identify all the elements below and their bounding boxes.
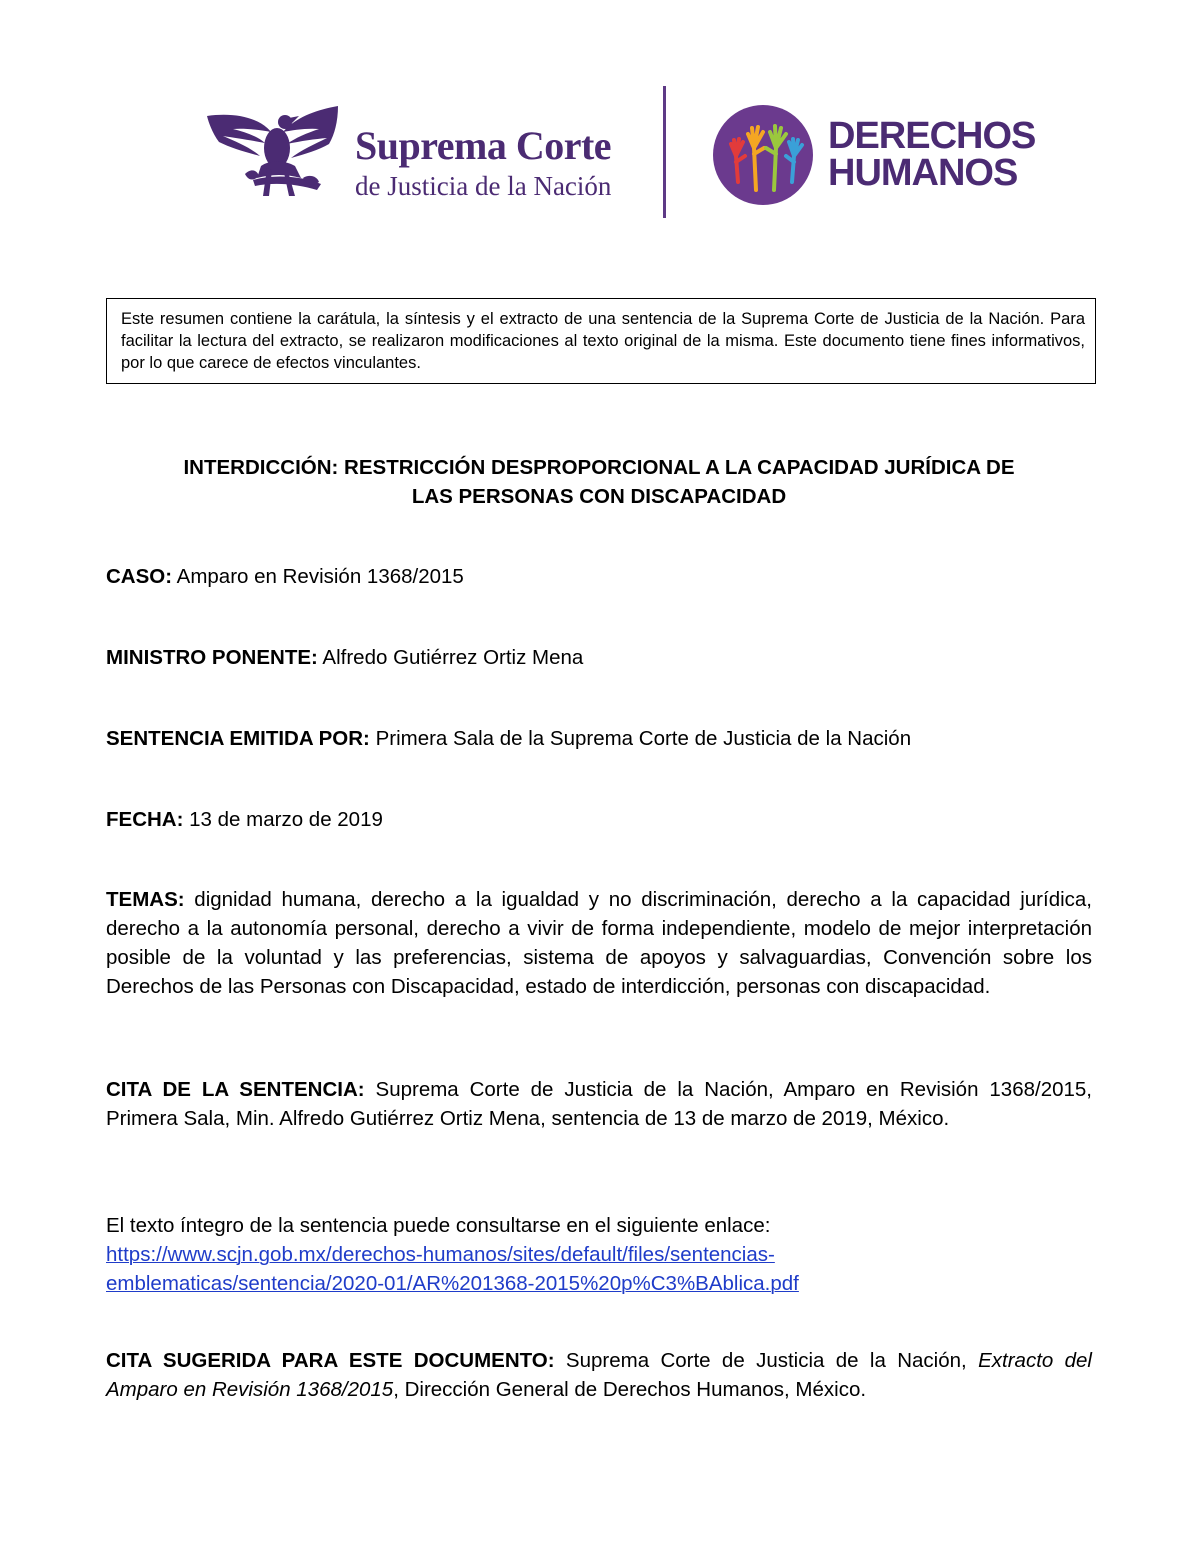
page-header bbox=[0, 80, 1200, 230]
title-line-2: LAS PERSONAS CON DISCAPACIDAD bbox=[411, 485, 787, 508]
raised-hands-icon bbox=[712, 104, 814, 206]
document-title bbox=[106, 453, 1092, 511]
dh-line1: DERECHOS bbox=[828, 115, 1036, 157]
caso-label: CASO: bbox=[106, 565, 173, 588]
temas-label: TEMAS: bbox=[106, 888, 185, 911]
scjn-title: Suprema Corte bbox=[355, 123, 612, 168]
header-divider bbox=[663, 86, 666, 218]
eagle-emblem-icon bbox=[205, 98, 340, 198]
ministro-label: MINISTRO PONENTE: bbox=[106, 646, 318, 669]
cita-sentencia-value: Suprema Corte de Justicia de la Nación, Amparo en Revisión 1368/2015, Primera Sala, Min. Alfredo Gutiérrez Ortiz Mena, sentencia de 13 de marzo de 2019, México. bbox=[106, 1078, 1092, 1130]
enlace-field bbox=[106, 1211, 1092, 1298]
cita-sugerida-field bbox=[106, 1346, 1092, 1404]
fecha-value: 13 de marzo de 2019 bbox=[189, 808, 383, 831]
cita-sugerida-label: CITA SUGERIDA PARA ESTE DOCUMENTO: bbox=[106, 1349, 555, 1372]
emitida-value: Primera Sala de la Suprema Corte de Justicia de la Nación bbox=[375, 727, 912, 750]
ministro-field bbox=[106, 643, 1092, 672]
emitida-field bbox=[106, 724, 1092, 753]
disclaimer-box: Este resumen contiene la carátula, la síntesis y el extracto de una sentencia de la Suprema Corte de Justicia de la Nación. Para facilitar la lectura del extracto, se realizaron modificaciones al texto original de la misma. Este documento tiene fines informativos, por lo que carece de efectos vinculantes. bbox=[106, 298, 1096, 384]
derechos-humanos-wordmark bbox=[828, 115, 1036, 194]
scjn-wordmark bbox=[355, 125, 611, 201]
scjn-subtitle: de Justicia de la Nación bbox=[355, 171, 612, 201]
dh-line2: HUMANOS bbox=[828, 152, 1018, 194]
cita-sentencia-label: CITA DE LA SENTENCIA: bbox=[106, 1078, 365, 1101]
fecha-field bbox=[106, 805, 1092, 834]
emitida-label: SENTENCIA EMITIDA POR: bbox=[106, 727, 370, 750]
title-line-1: INTERDICCIÓN: RESTRICCIÓN DESPROPORCIONAL A LA CAPACIDAD JURÍDICA DE bbox=[183, 456, 1015, 479]
temas-field bbox=[106, 885, 1092, 1001]
enlace-intro: El texto íntegro de la sentencia puede consultarse en el siguiente enlace: bbox=[106, 1214, 771, 1237]
caso-field bbox=[106, 562, 1092, 591]
ministro-value: Alfredo Gutiérrez Ortiz Mena bbox=[322, 646, 584, 669]
cita-sentencia-field bbox=[106, 1075, 1092, 1133]
cita-sugerida-value: Suprema Corte de Justicia de la Nación, bbox=[565, 1349, 967, 1372]
cita-sugerida-tail: , Dirección General de Derechos Humanos, México. bbox=[393, 1378, 867, 1401]
fecha-label: FECHA: bbox=[106, 808, 184, 831]
caso-value: Amparo en Revisión 1368/2015 bbox=[176, 565, 464, 588]
cita-sugerida-italic: Extracto del Amparo en Revisión 1368/2015 bbox=[106, 1349, 1092, 1401]
sentencia-link-line-1[interactable]: https://www.scjn.gob.mx/derechos-humanos/sites/default/files/sentencias- bbox=[106, 1243, 775, 1266]
sentencia-link-line-2[interactable]: emblematicas/sentencia/2020-01/AR%201368-2015%20p%C3%BAblica.pdf bbox=[106, 1272, 799, 1295]
temas-value: dignidad humana, derecho a la igualdad y no discriminación, derecho a la capacidad jurídica, derecho a la autonomía personal, derecho a vivir de forma independiente, modelo de mejor interpretación posible de la voluntad y las preferencias, sistema de apoyos y salvaguardias, Convención sobre los Derechos de las Personas con Discapacidad, estado de interdicción, personas con discapacidad. bbox=[106, 888, 1092, 998]
